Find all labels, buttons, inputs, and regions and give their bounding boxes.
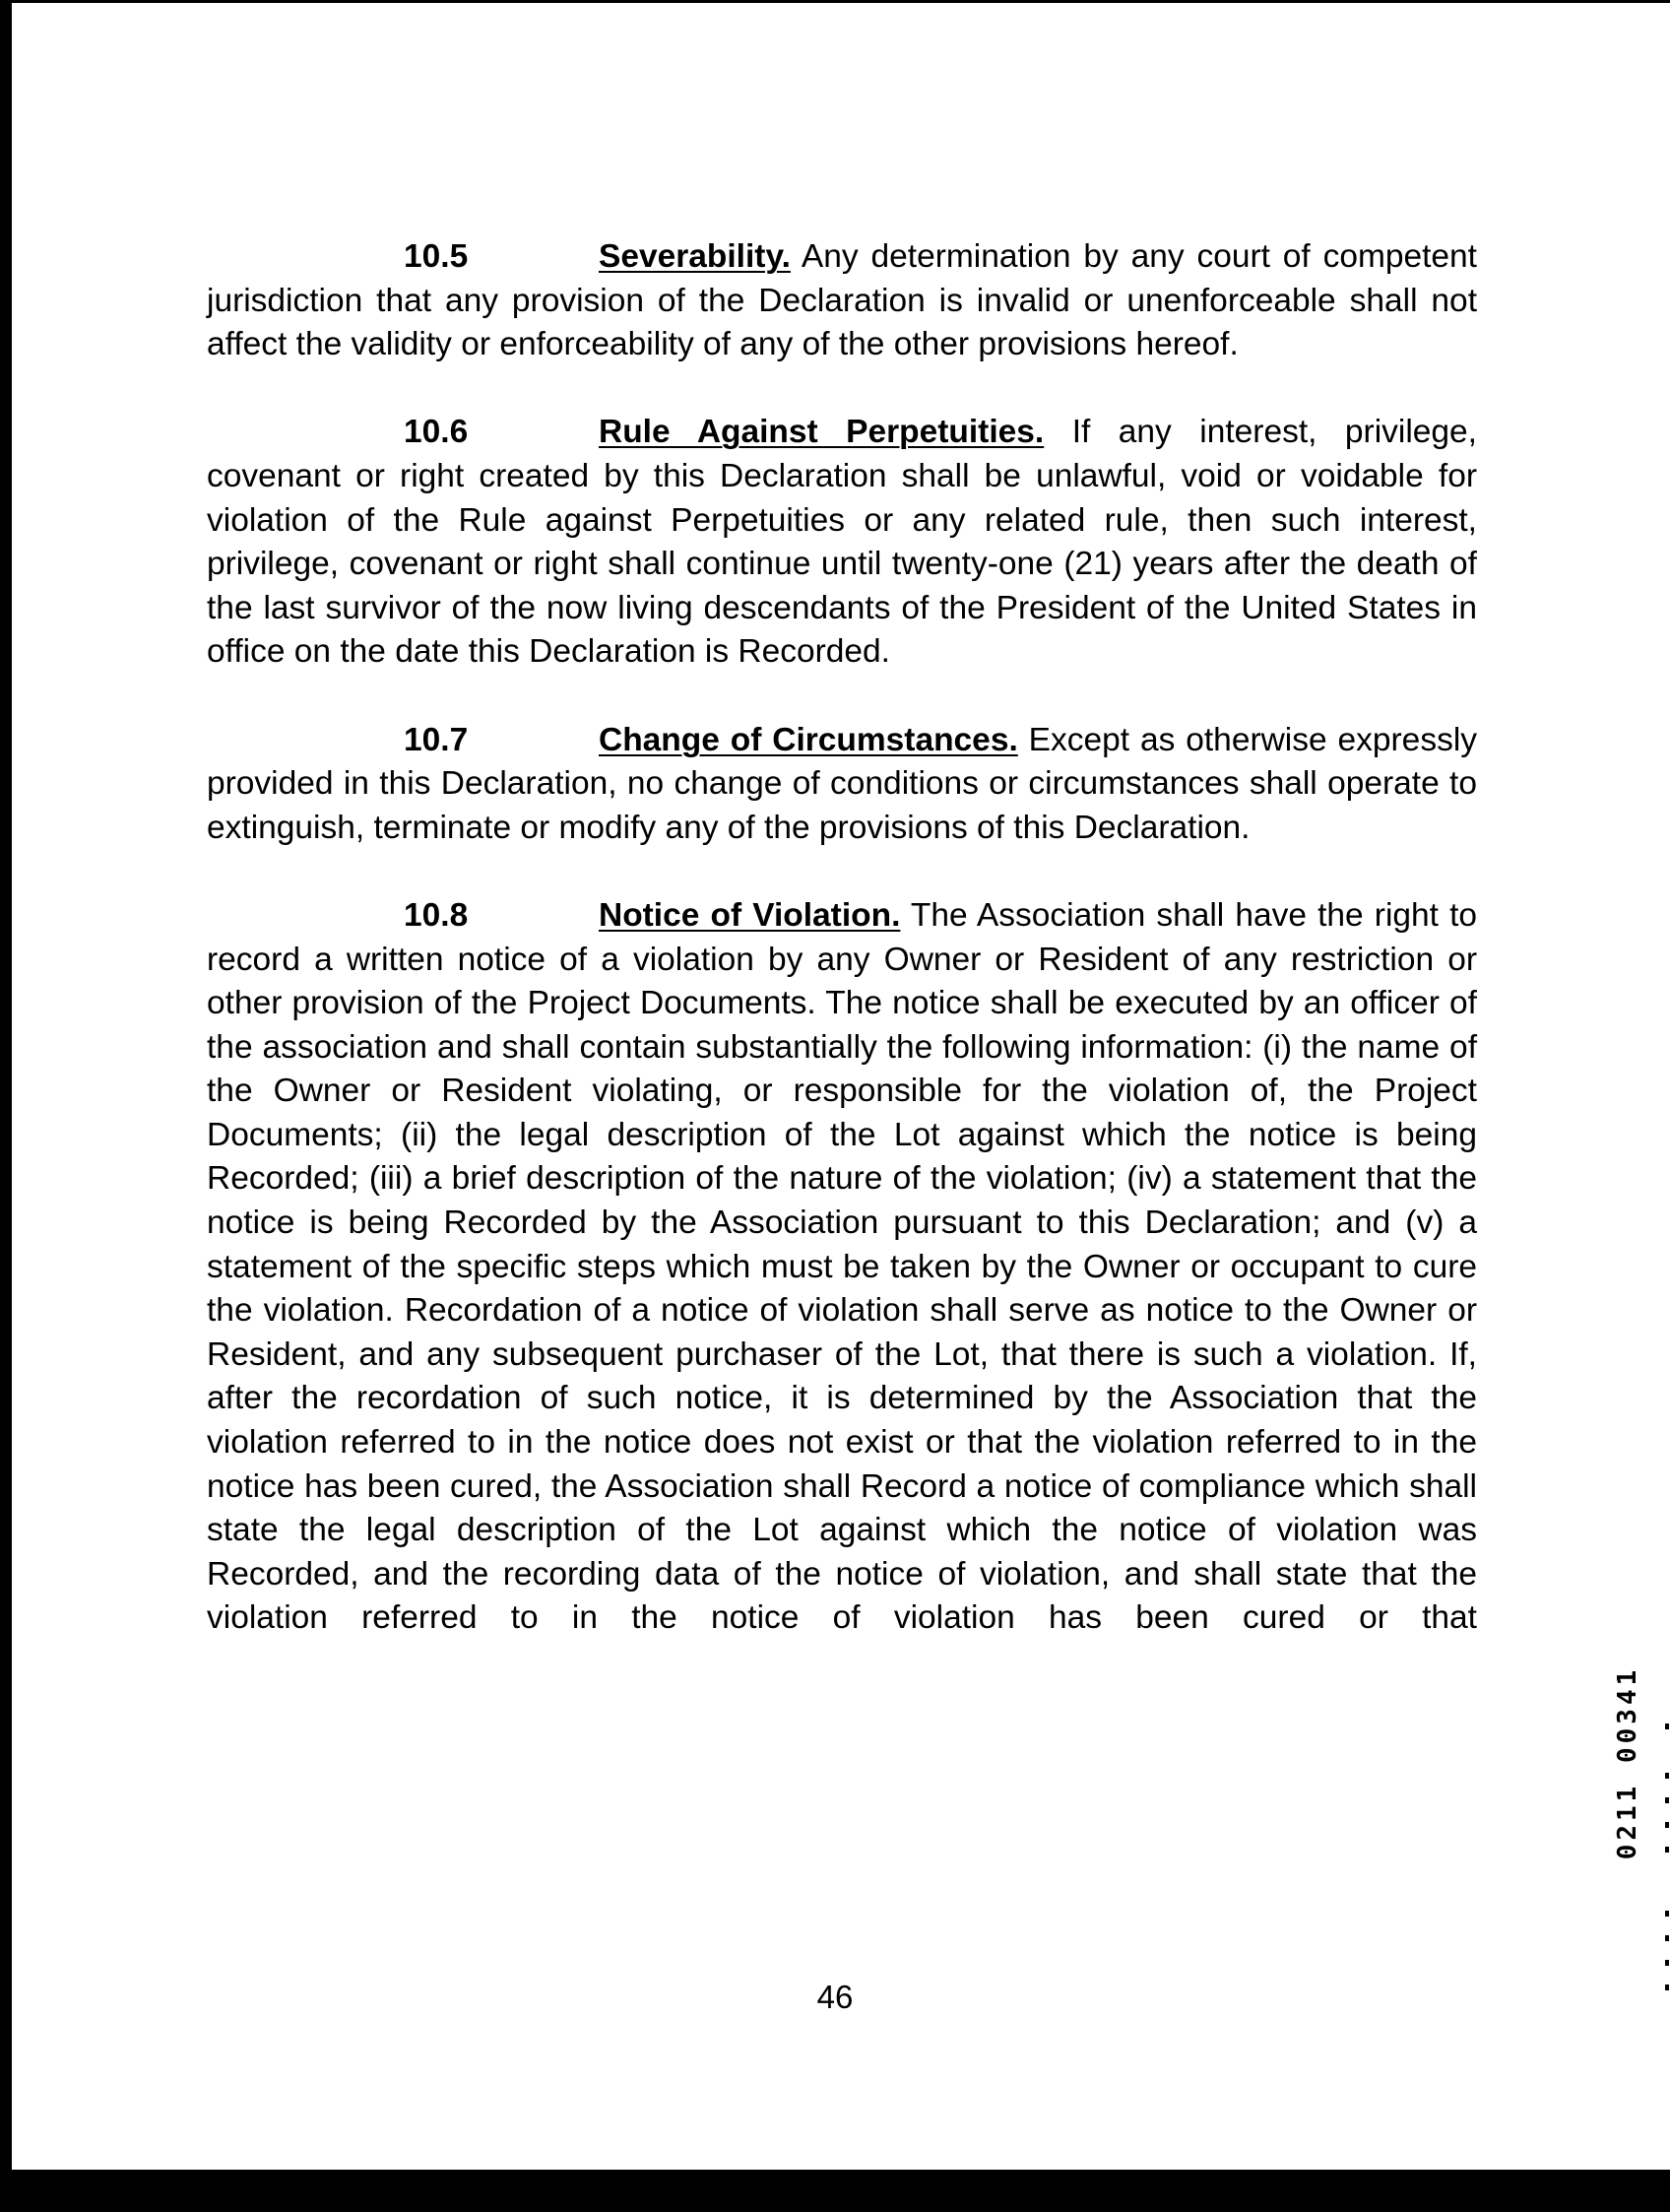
scan-border-bottom [0,2170,1670,2212]
section-body: If any interest, privilege, covenant or right created by this Declaration shall be unlawful, void or voidable for violation of the Rule against Perpetuities or any related rule, then such interest, privilege, covenant or right shall continue until twenty-one (21) years after the death of the last survivor of the now living descendants of the President of the United States in office on the date this Declaration is Recorded. [207,414,1477,671]
recording-stamp [1613,1566,1642,1960]
section-heading: Notice of Violation. [599,896,901,934]
section-number: 10.5 [404,238,469,275]
section-heading: Change of Circumstances. [599,721,1018,758]
section-body: Any determination by any court of competent jurisdiction that any provision of the Declaration is invalid or unenforceable shall not affect the validity or enforceability of any of the other provisions hereof. [207,238,1477,363]
page-number-text: 46 [816,1979,854,2015]
scan-border-top [0,0,1670,3]
edge-tick-marks [1665,1724,1670,2019]
section-body: The Association shall have the right to record a written notice of a violation by any Owner or Resident of any restriction or other provision of the Project Documents. The notice shall be executed by an officer of the association and shall contain substantially the following information: (i) the name of the Owner or Resident violating, or responsible for the violation of, the Project Documents; (ii) the legal description of the Lot against which the notice is being Recorded; (iii) a brief description of the nature of the violation; (iv) a statement that the notice is being Recorded by the Association pursuant to this Declaration; and (v) a statement of the specific steps which must be taken by the Owner or occupant to cure the violation. Recordation of a notice of violation shall serve as notice to the Owner or Resident, and any subsequent purchaser of the Lot, that there is such a violation. If, after the recordation of such notice, it is determined by the Association that the violation referred to in the notice does not exist or that the violation referred to in the notice has been cured, the Association shall Record a notice of compliance which shall state the legal description of the Lot against which the notice of violation was Recorded, and the recording data of the notice of violation, and shall state that the violation referred to in the notice of violation has been cured or that [207,896,1478,1637]
section-10-6 [207,411,1477,675]
section-number: 10.8 [404,896,469,934]
section-10-7 [207,719,1477,851]
recording-stamp-text: 0211 00341 [1613,1665,1642,1860]
section-heading: Rule Against Perpetuities. [599,414,1045,451]
scan-border-left [0,0,12,2212]
section-body: Except as otherwise expressly provided in this Declaration, no change of conditions or circumstances shall operate to extinguish, terminate or modify any of the provisions of this Declaration. [207,721,1478,846]
section-number: 10.7 [404,721,469,758]
section-10-5 [207,235,1477,367]
section-number: 10.6 [404,414,469,451]
page-number [0,1976,1670,2019]
section-heading: Severability. [599,238,791,275]
document-body [207,235,1477,1685]
section-10-8 [207,894,1477,1641]
